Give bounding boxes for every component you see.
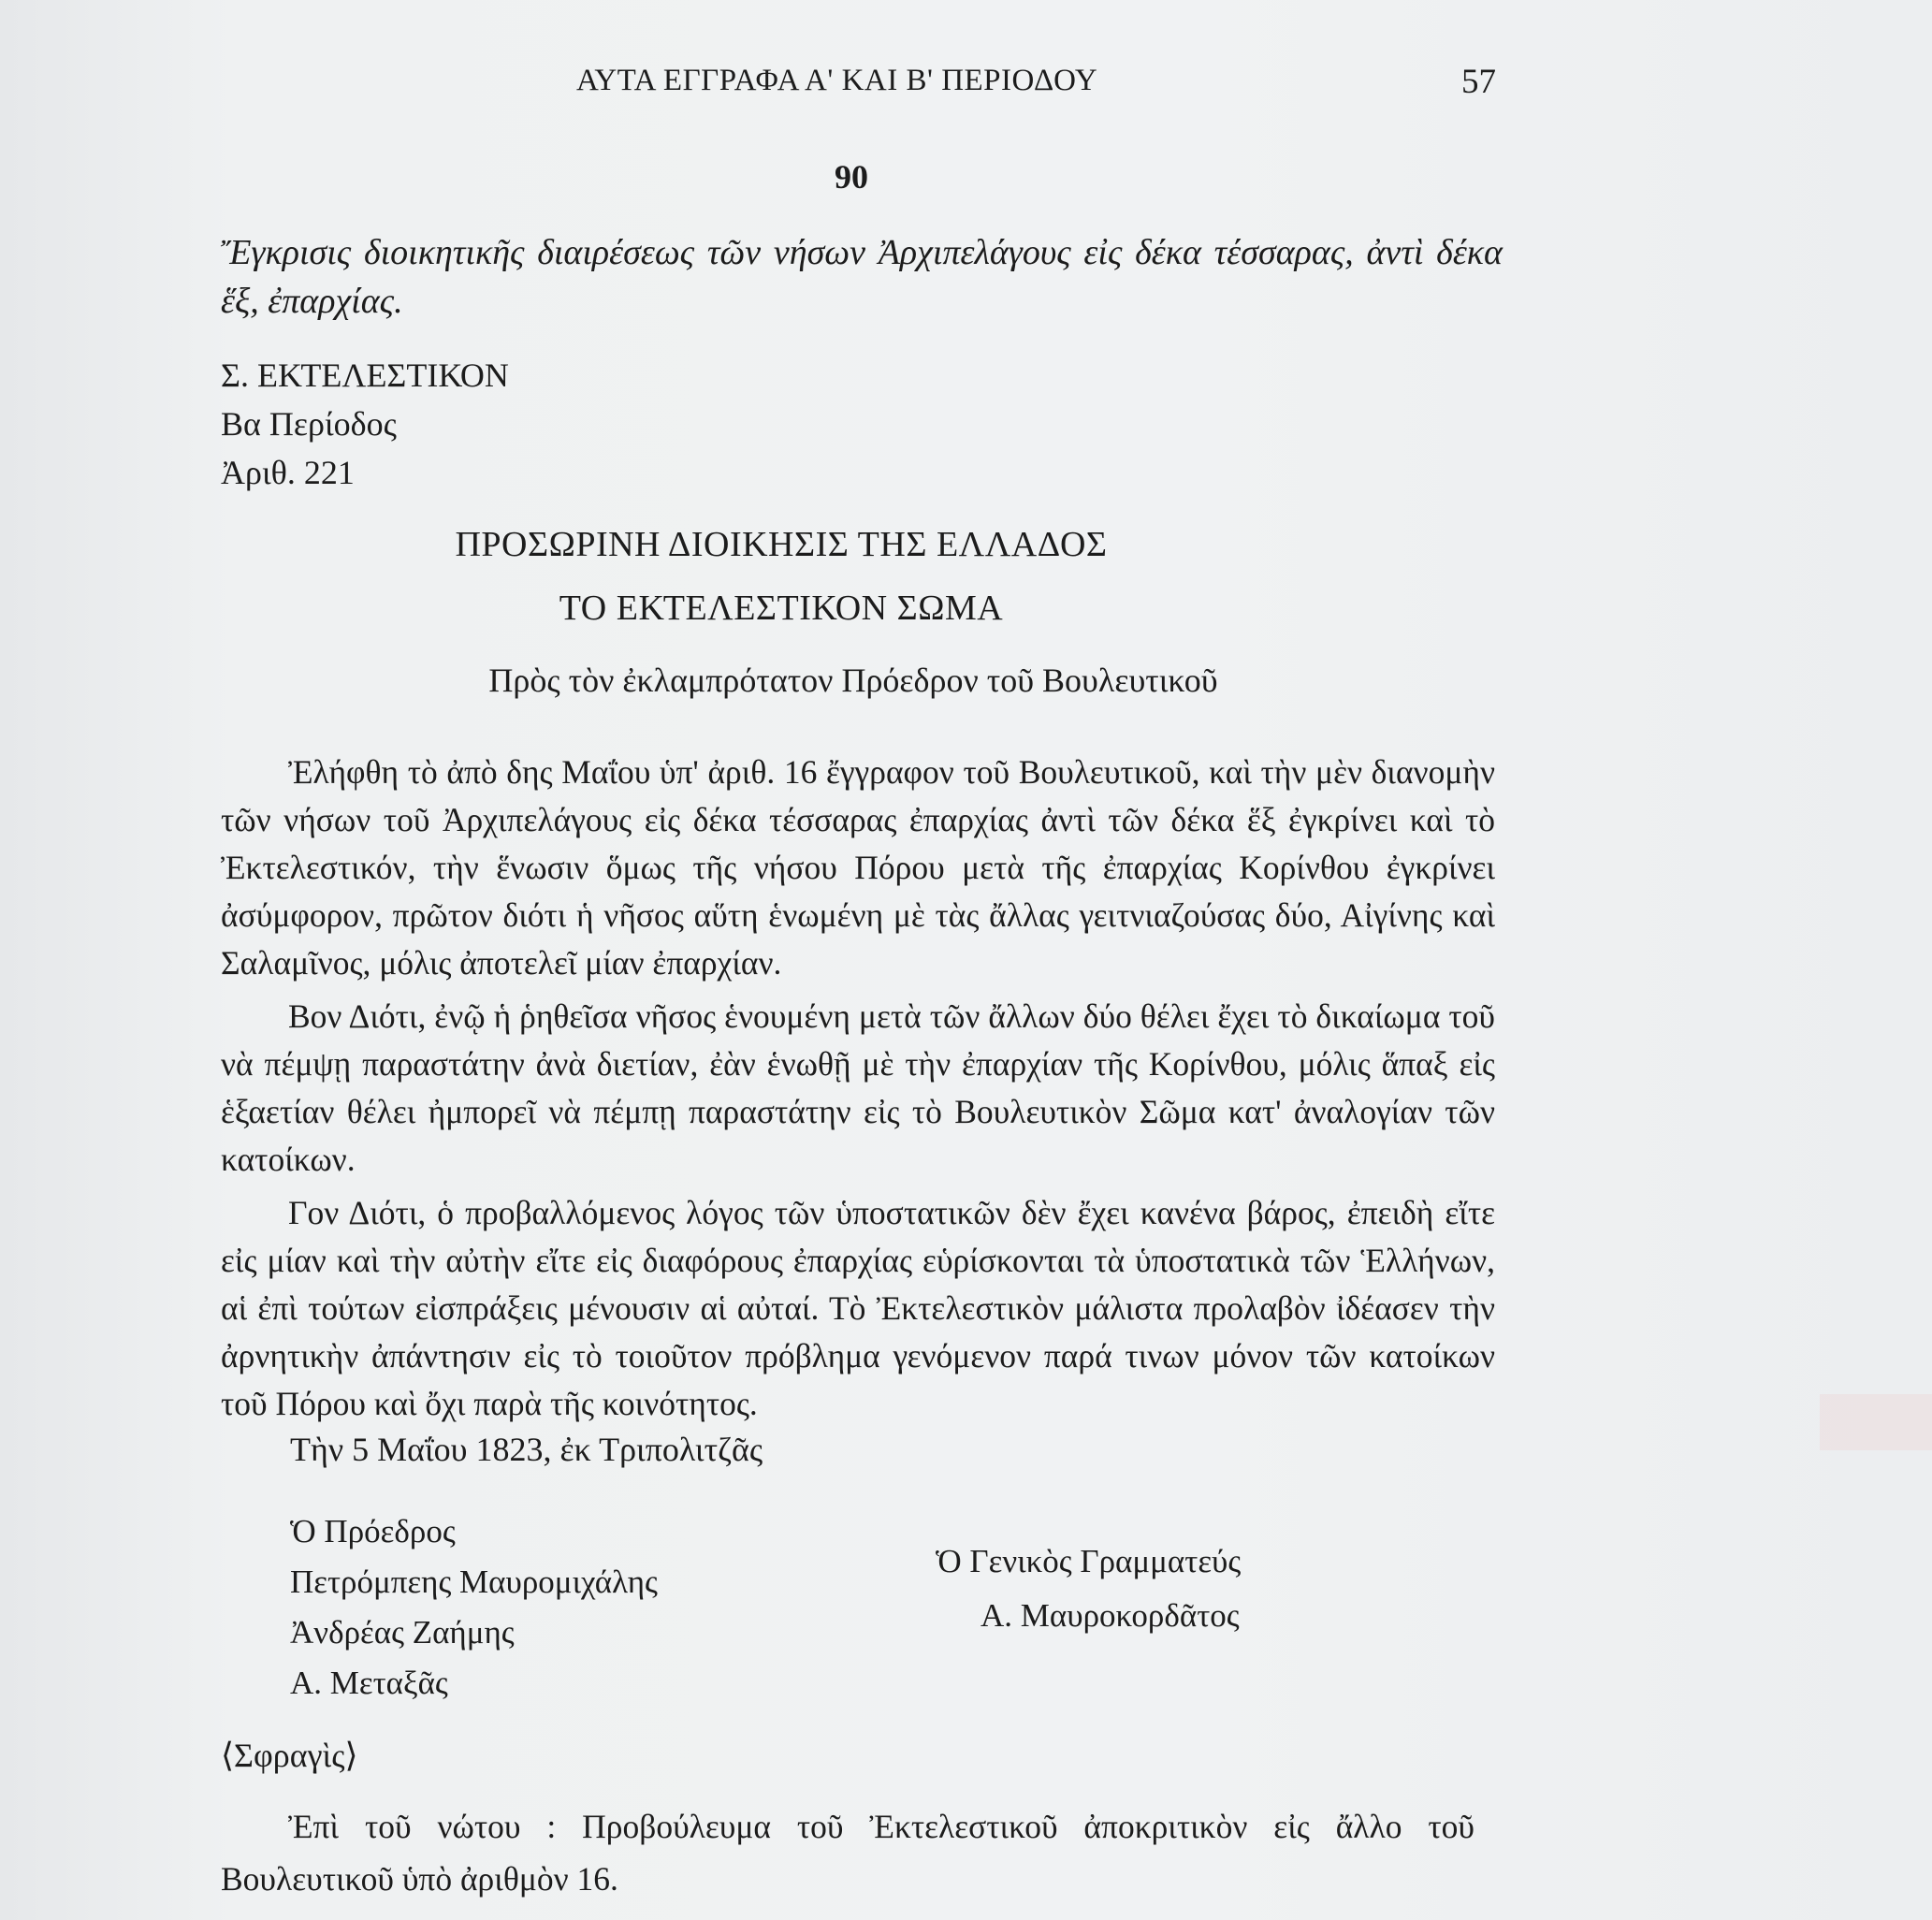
dateline: Τὴν 5 Μαΐου 1823, ἐκ Τριπολιτζᾶς [290,1431,763,1468]
document-number: 90 [835,158,868,196]
executive-body-title: ΤΟ ΕΚΤΕΛΕΣΤΙΚΟΝ ΣΩΜΑ [559,589,1004,628]
government-title: ΠΡΟΣΩΡΙΝΗ ΔΙΟΙΚΗΣΙΣ ΤΗΣ ΕΛΛΑΔΟΣ [455,525,1108,564]
running-head: ΑΥΤΑ ΕΓΓΡΑΦΑ Α' ΚΑΙ Β' ΠΕΡΙΟΔΟΥ [576,64,1098,97]
document-meta [221,351,509,497]
addressee-line: Πρὸς τὸν ἐκλαμπρότατον Πρόεδρον τοῦ Βουλευτικοῦ [488,662,1218,699]
document-summary: Ἔγκρισις διοικητικῆς διαιρέσεως τῶν νήσων Ἀρχιπελάγους εἰς δέκα τέσσαρας, ἀντὶ δέκα ἕξ, ἐπαρχίας. [221,233,1503,321]
page-edge-shadow [1820,1394,1932,1450]
signatory-name: Α. Μεταξᾶς [290,1665,448,1701]
president-title: Ὁ Πρόεδρος [290,1513,456,1549]
paragraph-1: Ἐλήφθη τὸ ἀπὸ δης Μαΐου ὑπ' ἀριθ. 16 ἔγγραφον τοῦ Βουλευτικοῦ, καὶ τὴν μὲν διανομὴν τῶν νήσων τοῦ Ἀρχιπελάγους εἰς δέκα τέσσαρας ἐπαρχίας ἀντὶ τῶν δέκα ἕξ ἐγκρίνει καὶ τὸ Ἐκτελεστικόν, τὴν ἕνωσιν ὅμως τῆς νήσου Πόρου μετὰ τῆς ἐπαρχίας Κορίνθου ἐγκρίνει ἀσύμφορον, πρῶτον διότι ἡ νῆσος αὕτη ἑνωμένη μὲ τὰς ἄλλας γειτνιαζούσας δύο, Αἰγίνης καὶ Σαλαμῖνος, μόλις ἀποτελεῖ μίαν ἐπαρχίαν. [221,753,1495,982]
verso-note [221,1800,1474,1905]
signatories-left [290,1506,658,1709]
signatory-name: Πετρόμπεης Μαυρομιχάλης [290,1564,658,1600]
seal-note: ⟨Σφραγὶς⟩ [221,1737,358,1774]
signatories-right [936,1535,1241,1643]
verso-text: Ἐπὶ τοῦ νώτου : Προβούλευμα τοῦ Ἐκτελεστικοῦ ἀποκριτικὸν εἰς ἄλλο τοῦ Βουλευτικοῦ ὑπὸ ἀριθμὸν 16. [221,1808,1474,1898]
paragraph-3: Γον Διότι, ὁ προβαλλόμενος λόγος τῶν ὑποστατικῶν δὲν ἔχει κανένα βάρος, ἐπειδὴ εἴτε εἰς μίαν καὶ τὴν αὐτὴν εἴτε εἰς διαφόρους ἐπαρχίας εὑρίσκονται τὰ ὑποστατικὰ τῶν Ἑλλήνων, αἱ ἐπὶ τούτων εἰσπράξεις μένουσιν αἱ αὐταί. Τὸ Ἐκτελεστικὸν μάλιστα προλαβὸν ἰδέασεν τὴν ἀρνητικὴν ἀπάντησιν εἰς τὸ τοιοῦτον πρόβλημα γενόμενον παρά τινων μόνον τῶν κατοίκων τοῦ Πόρου καὶ ὄχι παρὰ τῆς κοινότητος. [221,1194,1495,1422]
page-number: 57 [1461,63,1496,101]
page-header [0,64,1932,110]
secretary-title: Ὁ Γενικὸς Γραμματεύς [936,1543,1242,1579]
letter-body [221,749,1495,1428]
signatory-name: Ἀνδρέας Ζαήμης [290,1614,515,1651]
archive-number: Ἀριθ. 221 [221,454,355,491]
period-label: Βα Περίοδος [221,405,397,443]
issuing-body: Σ. ΕΚΤΕΛΕΣΤΙΚΟΝ [221,356,509,394]
paragraph-2: Βον Διότι, ἐνῷ ἡ ῥηθεῖσα νῆσος ἑνουμένη μετὰ τῶν ἄλλων δύο θέλει ἔχει τὸ δικαίωμα τοῦ νὰ πέμψῃ παραστάτην ἀνὰ διετίαν, ἐὰν ἑνωθῇ μὲ τὴν ἐπαρχίαν τῆς Κορίνθου, μόλις ἅπαξ εἰς ἑξαετίαν θέλει ἠμπορεῖ νὰ πέμπῃ παραστάτην εἰς τὸ Βουλευτικὸν Σῶμα κατ' ἀναλογίαν τῶν κατοίκων. [221,997,1495,1178]
secretary-name: Α. Μαυροκορδᾶτος [981,1597,1240,1634]
